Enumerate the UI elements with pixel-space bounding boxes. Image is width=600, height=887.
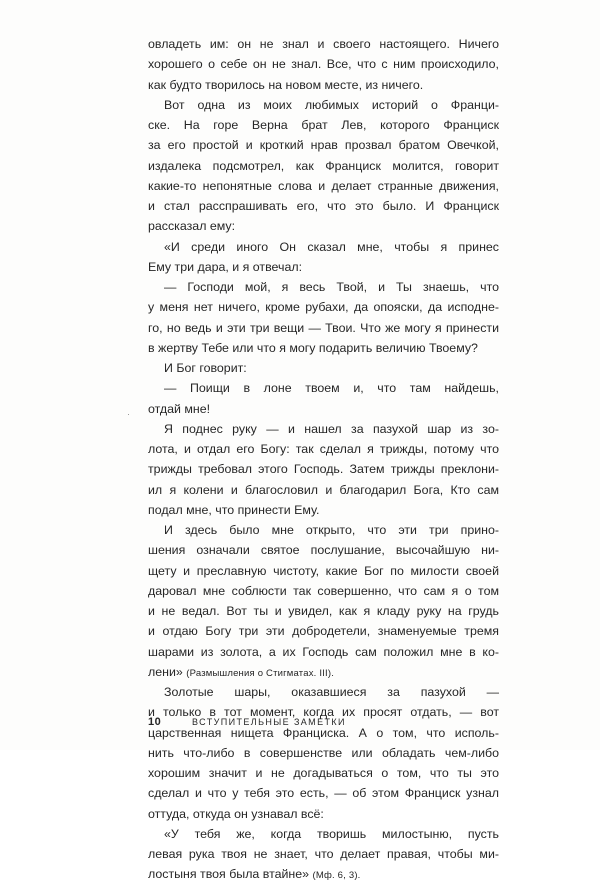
text-line: трижды требовал этого Господь. Затем трижды преклони- <box>148 462 499 477</box>
text-line: какие-то непонятные слова и делает странные движения, <box>148 178 499 193</box>
text-line: нить что-либо в совершенстве или обладать чем-либо <box>148 745 499 760</box>
text-line: рассказал ему: <box>148 219 236 234</box>
text-line: сделал и что у тебя это есть, — об этом Франциск узнал <box>148 786 499 801</box>
text-line: оттуда, откуда он узнавал всё: <box>148 806 324 821</box>
text-line: го, но ведь и эти три вещи — Твои. Что же могу я принести <box>148 320 499 335</box>
running-title: ВСТУПИТЕЛЬНЫЕ ЗАМЕТКИ <box>192 717 346 727</box>
text-line: как будто творилось на новом месте, из ничего. <box>148 77 424 92</box>
text-line: ске. На горе Верна брат Лев, которого Франциск <box>148 118 499 132</box>
text-line: и отдаю Богу три эти добродетели, знаменуемые тремя <box>148 624 499 639</box>
text-line: хорошего о себе он не знал. Все, что с ним происходило, <box>148 57 499 72</box>
text-line: Вот одна из моих любимых историй о Франци- <box>164 97 499 112</box>
quote-end-text: лостыня твоя была втайне» <box>148 867 310 882</box>
text-line-with-citation <box>148 662 499 682</box>
text-line: издалека подсмотрел, как Франциск молится, говорит <box>148 158 499 173</box>
text-line: царственная нищета Франциска. А о том, что исполь- <box>148 725 499 740</box>
citation-stigmata: (Размышления о Стигматах. III). <box>186 667 335 679</box>
text-line: хорошим значит и не догадываться о том, что ты это <box>148 766 499 780</box>
text-line: и стал расспрашивать его, что это было. И Франциск <box>148 199 499 213</box>
text-line: отдай мне! <box>148 401 211 416</box>
text-line: и только в тот момент, когда их просят отдать, — вот <box>148 705 499 720</box>
text-line: Золотые шары, оказавшиеся за пазухой — <box>164 685 499 699</box>
body-text <box>148 34 499 885</box>
text-line: Я поднес руку — и нашел за пазухой шар из зо- <box>164 421 499 436</box>
text-line: — Поищи в лоне твоем и, что там найдешь, <box>164 381 499 396</box>
citation-matthew: (Мф. 6, 3). <box>312 870 361 882</box>
text-line: в жертву Тебе или что я могу подарить величию Твоему? <box>148 340 478 355</box>
text-line: у меня нет ничего, кроме рубахи, да опояски, да исподне- <box>148 300 499 315</box>
text-line: шения означали святое послушание, высочайшую ни- <box>148 543 499 558</box>
text-line: «И среди иного Он сказал мне, чтобы я принес <box>164 239 499 254</box>
text-line-with-citation <box>148 864 499 884</box>
text-line: лота, и отдал его Богу: так сделал я трижды, потому что <box>148 442 499 456</box>
text-line: овладеть им: он не знал и своего настоящего. Ничего <box>148 37 499 51</box>
text-line: и не ведал. Вот ты и увидел, как я кладу руку на грудь <box>148 604 499 618</box>
print-speck <box>128 414 129 415</box>
text-line: даровал мне соблюсти так совершенно, что сам я о том <box>148 583 499 598</box>
text-line: И здесь было мне открыто, что эти три прино- <box>164 523 499 537</box>
text-line: щету и преславную чистоту, какие Бог по милости своей <box>148 563 499 578</box>
text-line: шарами из золота, а их Господь сам положил мне в ко- <box>148 644 499 659</box>
text-line: «У тебя же, когда творишь милостыню, пусть <box>164 826 499 841</box>
text-line: левая рука твоя не знает, что делает правая, чтобы ми- <box>148 847 499 861</box>
text-line: И Бог говорит: <box>164 361 247 375</box>
text-line: — Господи мой, я весь Твой, и Ты знаешь, что <box>164 280 499 294</box>
page-number: 10 <box>148 716 162 728</box>
quote-end-text: лени» <box>148 664 183 679</box>
text-line: ил я колени и благословил и благодарил Бога, Кто сам <box>148 482 499 497</box>
text-line: за его простой и кроткий нрав прозвал братом Овечкой, <box>148 138 499 153</box>
text-line: Ему три дара, и я отвечал: <box>148 259 303 274</box>
text-line: подал мне, что принести Ему. <box>148 502 320 517</box>
